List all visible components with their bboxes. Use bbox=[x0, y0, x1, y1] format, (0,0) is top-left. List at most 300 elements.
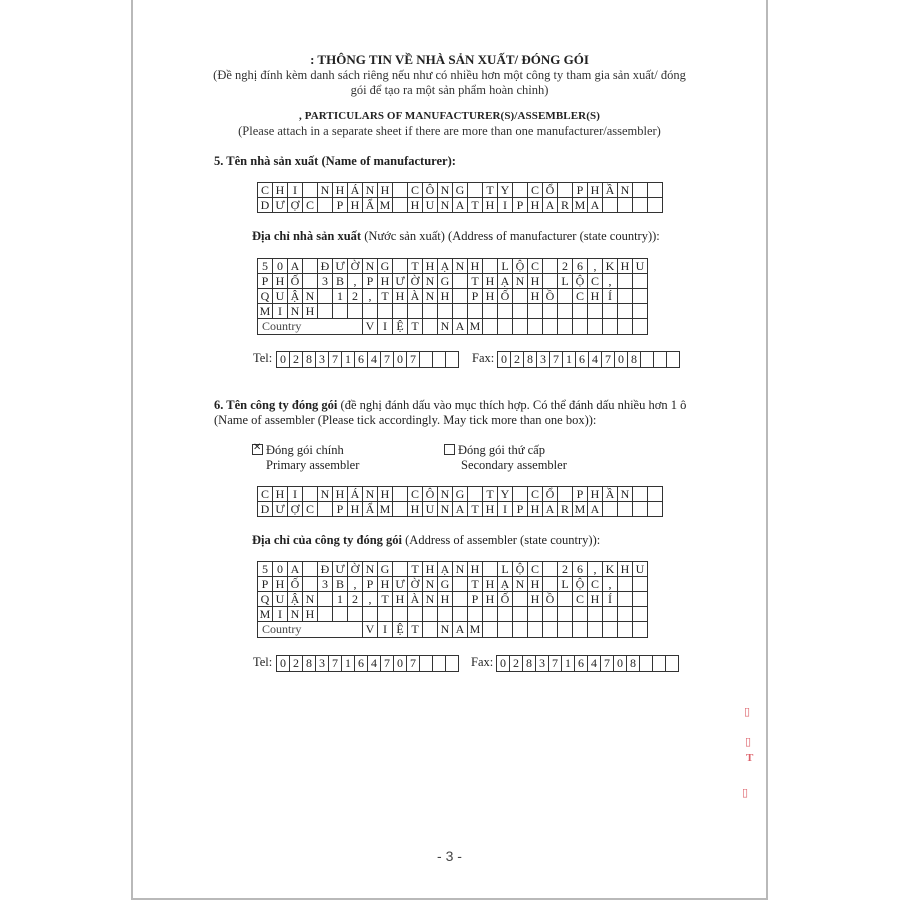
grid-cell: C bbox=[528, 183, 543, 198]
grid-cell: 6 bbox=[355, 656, 368, 672]
grid-cell: 5 bbox=[258, 562, 273, 577]
grid-cell bbox=[303, 259, 318, 274]
grid-cell: 7 bbox=[549, 656, 562, 672]
secondary-assembler-checkbox[interactable] bbox=[444, 444, 455, 455]
grid-cell bbox=[513, 622, 528, 638]
grid-cell bbox=[543, 274, 558, 289]
grid-cell: T bbox=[408, 319, 423, 335]
grid-cell: N bbox=[438, 198, 453, 213]
grid-cell: 4 bbox=[368, 352, 381, 368]
grid-cell: P bbox=[573, 487, 588, 502]
grid-cell bbox=[303, 274, 318, 289]
grid-cell: Ố bbox=[498, 289, 513, 304]
grid-cell: U bbox=[273, 592, 288, 607]
assembler-tel-grid bbox=[276, 655, 459, 672]
grid-cell bbox=[558, 319, 573, 335]
grid-cell: H bbox=[333, 183, 348, 198]
grid-cell bbox=[423, 304, 438, 319]
grid-cell: 1 bbox=[342, 352, 355, 368]
grid-cell bbox=[618, 592, 633, 607]
grid-cell: Ợ bbox=[288, 502, 303, 517]
grid-cell: N bbox=[423, 274, 438, 289]
grid-cell: C bbox=[588, 274, 603, 289]
grid-cell bbox=[333, 607, 348, 622]
grid-cell: A bbox=[543, 502, 558, 517]
grid-cell bbox=[633, 592, 648, 607]
grid-cell bbox=[573, 319, 588, 335]
grid-cell bbox=[433, 656, 446, 672]
grid-cell bbox=[633, 487, 648, 502]
grid-cell: P bbox=[468, 592, 483, 607]
grid-cell: 8 bbox=[523, 656, 536, 672]
grid-cell bbox=[573, 607, 588, 622]
grid-cell: 7 bbox=[381, 656, 394, 672]
note-line-1: (Đề nghị đính kèm danh sách riêng nếu như có nhiều hơn một công ty tham gia sản xuất/ đóng bbox=[213, 68, 686, 82]
grid-cell bbox=[468, 487, 483, 502]
grid-cell: D bbox=[258, 198, 273, 213]
heading-note-vietnamese bbox=[131, 68, 768, 98]
grid-cell: I bbox=[288, 183, 303, 198]
grid-cell: V bbox=[363, 319, 378, 335]
grid-cell bbox=[498, 622, 513, 638]
grid-cell bbox=[393, 562, 408, 577]
grid-cell bbox=[483, 562, 498, 577]
grid-cell: 6 bbox=[573, 259, 588, 274]
grid-cell bbox=[543, 607, 558, 622]
grid-cell bbox=[420, 656, 433, 672]
grid-cell bbox=[513, 304, 528, 319]
grid-cell: H bbox=[423, 562, 438, 577]
grid-cell bbox=[318, 289, 333, 304]
grid-cell: 0 bbox=[273, 562, 288, 577]
grid-cell: M bbox=[573, 502, 588, 517]
grid-row bbox=[258, 562, 648, 577]
grid-cell: M bbox=[573, 198, 588, 213]
grid-cell: 1 bbox=[342, 656, 355, 672]
grid-cell bbox=[603, 607, 618, 622]
grid-cell: Ố bbox=[498, 592, 513, 607]
grid-cell: 7 bbox=[329, 656, 342, 672]
grid-cell: H bbox=[483, 592, 498, 607]
primary-assembler-en: Primary assembler bbox=[266, 458, 360, 472]
grid-cell bbox=[588, 607, 603, 622]
grid-cell: B bbox=[333, 274, 348, 289]
grid-cell: H bbox=[438, 289, 453, 304]
grid-cell: H bbox=[588, 289, 603, 304]
grid-cell: N bbox=[618, 183, 633, 198]
grid-cell bbox=[468, 183, 483, 198]
primary-assembler-checkbox[interactable] bbox=[252, 444, 263, 455]
grid-cell: 7 bbox=[550, 352, 563, 368]
grid-cell bbox=[641, 352, 654, 368]
address-label-bold: Địa chỉ nhà sản xuất bbox=[252, 229, 362, 243]
grid-cell bbox=[653, 656, 666, 672]
grid-cell bbox=[618, 289, 633, 304]
grid-row bbox=[258, 304, 648, 319]
tel-label: Tel: bbox=[253, 655, 273, 669]
grid-cell: H bbox=[273, 577, 288, 592]
grid-cell: 3 bbox=[318, 274, 333, 289]
grid-cell: P bbox=[258, 577, 273, 592]
stamp-fragment: ▯ bbox=[744, 706, 751, 718]
grid-cell: Ạ bbox=[438, 259, 453, 274]
grid-cell bbox=[603, 304, 618, 319]
grid-cell: V bbox=[363, 622, 378, 638]
manufacturer-name-grid bbox=[257, 182, 663, 213]
grid-cell: T bbox=[468, 502, 483, 517]
grid-cell bbox=[453, 274, 468, 289]
grid-cell bbox=[558, 607, 573, 622]
grid-cell: C bbox=[528, 562, 543, 577]
primary-assembler-vi: Đóng gói chính bbox=[266, 443, 344, 457]
manufacturer-address-grid bbox=[257, 258, 648, 335]
grid-cell: Đ bbox=[318, 259, 333, 274]
grid-cell: 3 bbox=[316, 352, 329, 368]
stamp-fragment: T bbox=[746, 752, 754, 764]
grid-cell: N bbox=[363, 562, 378, 577]
grid-cell: N bbox=[438, 183, 453, 198]
grid-cell bbox=[573, 622, 588, 638]
grid-cell bbox=[483, 259, 498, 274]
grid-cell bbox=[408, 304, 423, 319]
manufacturer-tel-grid bbox=[276, 351, 459, 368]
manufacturer-fax bbox=[472, 351, 494, 366]
grid-cell: N bbox=[423, 592, 438, 607]
grid-cell: H bbox=[273, 274, 288, 289]
grid-row bbox=[258, 289, 648, 304]
grid-cell: H bbox=[438, 592, 453, 607]
grid-cell bbox=[498, 319, 513, 335]
grid-cell: 1 bbox=[562, 656, 575, 672]
manufacturer-tel bbox=[253, 351, 272, 366]
grid-cell: , bbox=[603, 577, 618, 592]
grid-cell: 7 bbox=[407, 656, 420, 672]
grid-cell: A bbox=[453, 622, 468, 638]
grid-cell: H bbox=[528, 274, 543, 289]
grid-cell bbox=[573, 304, 588, 319]
grid-cell: Đ bbox=[318, 562, 333, 577]
grid-cell: 6 bbox=[575, 656, 588, 672]
grid-cell bbox=[543, 577, 558, 592]
grid-row bbox=[497, 656, 679, 672]
grid-cell: 8 bbox=[303, 656, 316, 672]
grid-cell: P bbox=[333, 198, 348, 213]
grid-cell bbox=[648, 183, 663, 198]
grid-cell: H bbox=[378, 487, 393, 502]
grid-cell bbox=[588, 304, 603, 319]
grid-cell bbox=[543, 562, 558, 577]
grid-cell: Ệ bbox=[393, 622, 408, 638]
grid-cell bbox=[618, 198, 633, 213]
grid-cell: 0 bbox=[277, 352, 290, 368]
grid-row bbox=[258, 198, 663, 213]
grid-cell: 2 bbox=[558, 562, 573, 577]
grid-cell: H bbox=[348, 198, 363, 213]
grid-cell: R bbox=[558, 502, 573, 517]
grid-cell: I bbox=[498, 502, 513, 517]
grid-cell: 7 bbox=[329, 352, 342, 368]
grid-cell: Ẩ bbox=[363, 198, 378, 213]
country-row bbox=[258, 622, 648, 638]
grid-cell bbox=[558, 592, 573, 607]
section-5-title: 5. Tên nhà sản xuất (Name of manufacturer): bbox=[214, 154, 456, 168]
grid-cell: P bbox=[468, 289, 483, 304]
grid-cell: G bbox=[438, 577, 453, 592]
grid-cell: C bbox=[588, 577, 603, 592]
grid-cell: T bbox=[408, 562, 423, 577]
grid-cell: 8 bbox=[524, 352, 537, 368]
grid-cell bbox=[453, 577, 468, 592]
grid-cell: I bbox=[273, 607, 288, 622]
heading-vietnamese: : THÔNG TIN VỀ NHÀ SẢN XUẤT/ ĐÓNG GÓI bbox=[310, 52, 589, 67]
country-row bbox=[258, 319, 648, 335]
grid-cell: H bbox=[528, 502, 543, 517]
grid-cell bbox=[393, 487, 408, 502]
grid-cell: Ẩ bbox=[363, 502, 378, 517]
grid-cell: M bbox=[378, 198, 393, 213]
grid-cell bbox=[423, 607, 438, 622]
grid-cell: H bbox=[483, 198, 498, 213]
grid-cell: 2 bbox=[348, 592, 363, 607]
grid-cell: P bbox=[363, 577, 378, 592]
grid-cell: , bbox=[363, 289, 378, 304]
grid-cell: Ậ bbox=[288, 289, 303, 304]
grid-cell: R bbox=[558, 198, 573, 213]
grid-cell: H bbox=[378, 183, 393, 198]
grid-cell: Ư bbox=[333, 562, 348, 577]
grid-cell: Ố bbox=[288, 577, 303, 592]
grid-cell bbox=[603, 502, 618, 517]
grid-cell: N bbox=[363, 183, 378, 198]
grid-cell: Ư bbox=[393, 577, 408, 592]
country-label: Country bbox=[258, 319, 363, 335]
grid-cell bbox=[528, 304, 543, 319]
section-6-title bbox=[214, 398, 686, 413]
grid-cell bbox=[318, 304, 333, 319]
grid-cell bbox=[633, 319, 648, 335]
grid-cell: Ố bbox=[288, 274, 303, 289]
grid-cell: N bbox=[318, 487, 333, 502]
grid-cell: 0 bbox=[394, 352, 407, 368]
grid-cell: N bbox=[423, 577, 438, 592]
grid-cell bbox=[513, 289, 528, 304]
grid-cell bbox=[633, 198, 648, 213]
grid-cell: C bbox=[573, 592, 588, 607]
grid-cell: Ô bbox=[423, 487, 438, 502]
grid-cell: T bbox=[378, 289, 393, 304]
country-label: Country bbox=[258, 622, 363, 638]
grid-cell: H bbox=[528, 592, 543, 607]
grid-cell: P bbox=[513, 198, 528, 213]
grid-cell: 7 bbox=[381, 352, 394, 368]
grid-cell: G bbox=[438, 274, 453, 289]
grid-cell bbox=[513, 487, 528, 502]
grid-cell: C bbox=[303, 198, 318, 213]
grid-cell: 7 bbox=[407, 352, 420, 368]
grid-cell: T bbox=[468, 198, 483, 213]
grid-cell: H bbox=[468, 562, 483, 577]
grid-cell: N bbox=[513, 577, 528, 592]
grid-cell: Ạ bbox=[498, 577, 513, 592]
grid-cell bbox=[303, 562, 318, 577]
grid-cell bbox=[423, 622, 438, 638]
grid-cell bbox=[393, 259, 408, 274]
grid-cell: C bbox=[258, 487, 273, 502]
grid-cell bbox=[483, 622, 498, 638]
grid-cell: Ô bbox=[423, 183, 438, 198]
grid-cell: N bbox=[438, 622, 453, 638]
grid-cell: N bbox=[318, 183, 333, 198]
grid-cell bbox=[558, 304, 573, 319]
grid-cell: T bbox=[483, 183, 498, 198]
grid-cell bbox=[618, 607, 633, 622]
grid-row bbox=[277, 656, 459, 672]
grid-cell: H bbox=[483, 289, 498, 304]
grid-cell bbox=[558, 289, 573, 304]
grid-cell: 5 bbox=[258, 259, 273, 274]
grid-row bbox=[258, 259, 648, 274]
grid-cell bbox=[438, 607, 453, 622]
secondary-assembler-option[interactable] bbox=[444, 443, 545, 458]
grid-cell bbox=[528, 319, 543, 335]
grid-cell bbox=[318, 607, 333, 622]
grid-cell: A bbox=[288, 259, 303, 274]
grid-cell: N bbox=[618, 487, 633, 502]
grid-cell: I bbox=[378, 319, 393, 335]
grid-cell: I bbox=[378, 622, 393, 638]
grid-cell bbox=[468, 607, 483, 622]
grid-cell: H bbox=[483, 577, 498, 592]
grid-cell: N bbox=[303, 592, 318, 607]
grid-cell bbox=[303, 487, 318, 502]
grid-cell: C bbox=[528, 487, 543, 502]
grid-cell: C bbox=[258, 183, 273, 198]
grid-cell bbox=[483, 304, 498, 319]
grid-cell: 2 bbox=[290, 656, 303, 672]
secondary-assembler-vi: Đóng gói thứ cấp bbox=[458, 443, 545, 457]
grid-cell: K bbox=[603, 259, 618, 274]
grid-cell: 0 bbox=[497, 656, 510, 672]
grid-cell bbox=[528, 607, 543, 622]
grid-cell: U bbox=[423, 502, 438, 517]
grid-cell: 0 bbox=[394, 656, 407, 672]
grid-cell: H bbox=[333, 487, 348, 502]
grid-cell: 0 bbox=[498, 352, 511, 368]
grid-cell: P bbox=[573, 183, 588, 198]
grid-cell: T bbox=[468, 274, 483, 289]
grid-cell: U bbox=[633, 259, 648, 274]
grid-cell: , bbox=[348, 274, 363, 289]
grid-cell: H bbox=[528, 577, 543, 592]
grid-cell bbox=[618, 502, 633, 517]
grid-cell: N bbox=[438, 502, 453, 517]
grid-cell: Á bbox=[348, 183, 363, 198]
grid-cell: A bbox=[288, 562, 303, 577]
grid-cell: P bbox=[333, 502, 348, 517]
grid-cell: P bbox=[513, 502, 528, 517]
grid-cell: H bbox=[378, 274, 393, 289]
grid-cell: H bbox=[273, 183, 288, 198]
grid-cell: 0 bbox=[615, 352, 628, 368]
grid-cell bbox=[438, 304, 453, 319]
grid-cell bbox=[513, 183, 528, 198]
grid-cell: Ờ bbox=[348, 259, 363, 274]
grid-cell bbox=[348, 304, 363, 319]
grid-cell: H bbox=[483, 274, 498, 289]
grid-cell bbox=[446, 352, 459, 368]
heading-note-english: (Please attach in a separate sheet if there are more than one manufacturer/assembler) bbox=[238, 124, 661, 138]
grid-cell: P bbox=[258, 274, 273, 289]
grid-cell bbox=[640, 656, 653, 672]
grid-cell: Ầ bbox=[603, 183, 618, 198]
grid-cell: H bbox=[273, 487, 288, 502]
grid-row bbox=[258, 592, 648, 607]
grid-cell bbox=[558, 622, 573, 638]
grid-cell: 1 bbox=[333, 289, 348, 304]
grid-cell bbox=[453, 592, 468, 607]
grid-cell: Ờ bbox=[348, 562, 363, 577]
grid-cell: N bbox=[438, 319, 453, 335]
grid-cell bbox=[543, 622, 558, 638]
grid-cell: Ổ bbox=[543, 487, 558, 502]
assembler-name-grid bbox=[257, 486, 663, 517]
grid-cell bbox=[408, 607, 423, 622]
grid-cell: Ồ bbox=[543, 289, 558, 304]
grid-cell: H bbox=[528, 198, 543, 213]
grid-cell: 2 bbox=[290, 352, 303, 368]
grid-cell: 7 bbox=[601, 656, 614, 672]
grid-cell bbox=[633, 183, 648, 198]
grid-cell: , bbox=[603, 274, 618, 289]
grid-cell: T bbox=[408, 622, 423, 638]
grid-row bbox=[258, 274, 648, 289]
primary-assembler-option[interactable] bbox=[252, 443, 344, 458]
grid-cell bbox=[633, 577, 648, 592]
grid-cell: 3 bbox=[316, 656, 329, 672]
grid-cell: 3 bbox=[537, 352, 550, 368]
grid-cell: C bbox=[573, 289, 588, 304]
grid-cell: M bbox=[258, 304, 273, 319]
assembler-tel bbox=[253, 655, 272, 670]
grid-cell: Á bbox=[348, 487, 363, 502]
grid-cell: 4 bbox=[588, 656, 601, 672]
stamp-fragment: ▯ bbox=[742, 787, 749, 799]
grid-cell: H bbox=[348, 502, 363, 517]
grid-cell: 6 bbox=[573, 562, 588, 577]
grid-cell: 2 bbox=[511, 352, 524, 368]
grid-cell bbox=[393, 607, 408, 622]
tel-label: Tel: bbox=[253, 351, 273, 365]
grid-cell: L bbox=[558, 274, 573, 289]
grid-cell: D bbox=[258, 502, 273, 517]
grid-cell: C bbox=[408, 487, 423, 502]
section-6-title-rest: (đề nghị đánh dấu vào mục thích hợp. Có thể đánh dấu nhiều hơn 1 ô bbox=[337, 398, 687, 412]
grid-cell bbox=[633, 304, 648, 319]
grid-cell: Ư bbox=[273, 198, 288, 213]
grid-row bbox=[258, 183, 663, 198]
grid-cell bbox=[633, 622, 648, 638]
grid-cell bbox=[318, 502, 333, 517]
grid-cell: U bbox=[633, 562, 648, 577]
grid-cell bbox=[468, 304, 483, 319]
grid-cell bbox=[603, 622, 618, 638]
grid-cell bbox=[446, 656, 459, 672]
grid-cell: Ộ bbox=[513, 259, 528, 274]
grid-cell: H bbox=[468, 259, 483, 274]
grid-cell: Q bbox=[258, 289, 273, 304]
grid-cell: Ư bbox=[393, 274, 408, 289]
grid-cell: B bbox=[333, 577, 348, 592]
